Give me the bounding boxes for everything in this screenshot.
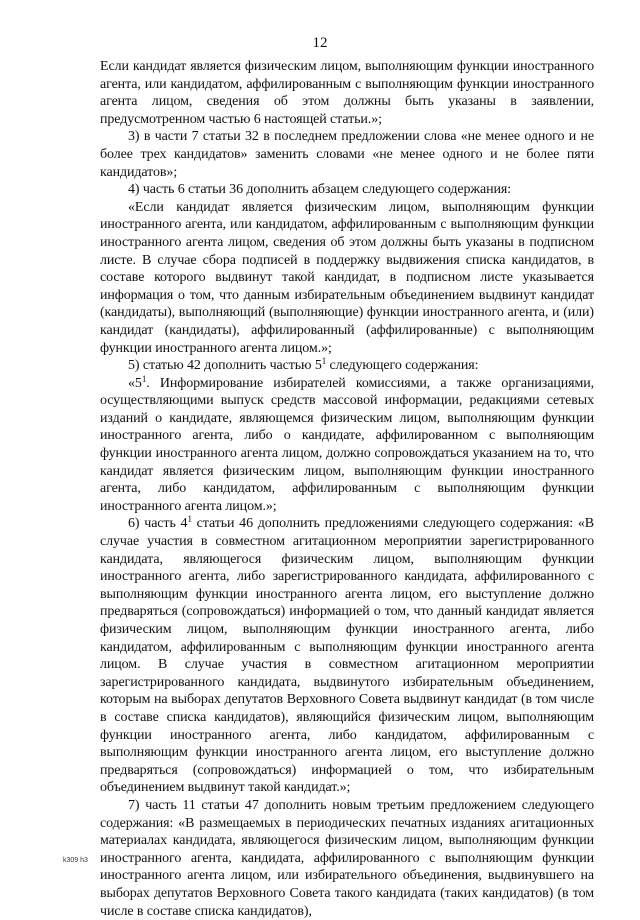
- paragraph-item-3: 3) в части 7 статьи 32 в последнем предложении слова «не менее одного и не более трех кандидатов» заменить словами «не менее одного и не более пяти кандидатов»;: [100, 129, 594, 180]
- page-number: 12: [312, 35, 328, 51]
- paragraph-quote-5-1: «$5^1$. Информирование избирателей комиссиями, а также организациями, осуществляющими выпуск средств массовой информации, редакциями сетевых изданий о кандидате, являющемся физическим лицом, выполняющим функции иностранного агента, либо о кандидате, аффилированном с выполняющим функции иностранного агента лицом, должно сопровождаться указанием на то, что кандидат является физическим лицом, выполняющим функции иностранного агента, либо кандидатом, аффилированным с выполняющим функции иностранного агента лицом.»;: [100, 373, 594, 514]
- paragraph-quote-36: «Если кандидат является физическим лицом, выполняющим функции иностранного агента, или кандидатом, аффилированным с выполняющим функции иностранного агента лицом, сведения об этом должны быть указаны в подписном листе. В случае сбора подписей в поддержку выдвижения списка кандидатов, в составе которого выдвинут такой кандидат, в подписном листе указывается информация о том, что данным избирательным объединением выдвинут кандидат (кандидаты), выполняющий (выполняющие) функции иностранного агента, и (или) кандидат (кандидаты), аффилированный (аффилированные) с выполняющим функции иностранного агента лицом.»;: [100, 199, 594, 356]
- paragraph-item-7: 7) часть 11 статьи 47 дополнить новым третьим предложением следующего содержания: «В размещаемых в периодических печатных изданиях агитационных материалах кандидата, являющегося физическим лицом, выполняющим функции иностранного агента, кандидата, аффилированного с выполняющим функции иностранного агента лицом, или избирательного объединения, выдвинувшего на выборах депутатов Верховного Совета такого кандидата (таких кандидатов) (в том числе в составе списка кандидатов),: [100, 797, 594, 919]
- document-body: [100, 58, 594, 920]
- footer-code: k309 h3: [63, 857, 88, 864]
- paragraph-item-4: 4) часть 6 статьи 36 дополнить абзацем следующего содержания:: [128, 182, 511, 198]
- paragraph-item-5: 5) статью 42 дополнить частью $5^1$ следующего содержания:: [128, 356, 479, 374]
- paragraph-1: Если кандидат является физическим лицом, выполняющим функции иностранного агента, или кандидатом, аффилированным с выполняющим функции иностранного агента лицом, сведения об этом должны быть указаны в заявлении, предусмотренном частью 6 настоящей статьи.»;: [100, 59, 594, 127]
- paragraph-item-6: 6) часть $4^1$ статьи 46 дополнить предложениями следующего содержания: «В случае участия в совместном агитационном мероприятии зарегистрированного кандидата, являющегося физическим лицом, выполняющим функции иностранного агента, либо зарегистрированного кандидата, аффилированного с выполняющим функции иностранного агента лицом, его выступление должно предваряться (сопровождаться) информацией о том, что данный кандидат является физическим лицом, выполняющим функции иностранного агента, либо кандидатом, аффилированным с выполняющим функции иностранного агента лицом. В случае участия в совместном агитационном мероприятии зарегистрированного кандидата, выдвинутого избирательным объединением, которым на выборах депутатов Верховного Совета выдвинут кандидат (в том числе в составе списка кандидатов), являющийся физическим лицом, выполняющим функции иностранного агента, либо кандидатом, аффилированным с выполняющим функции иностранного агента лицом, его выступление должно предваряться (сопровождаться) информацией о том, что избирательным объединением выдвинут такой кандидат.»;: [100, 514, 595, 796]
